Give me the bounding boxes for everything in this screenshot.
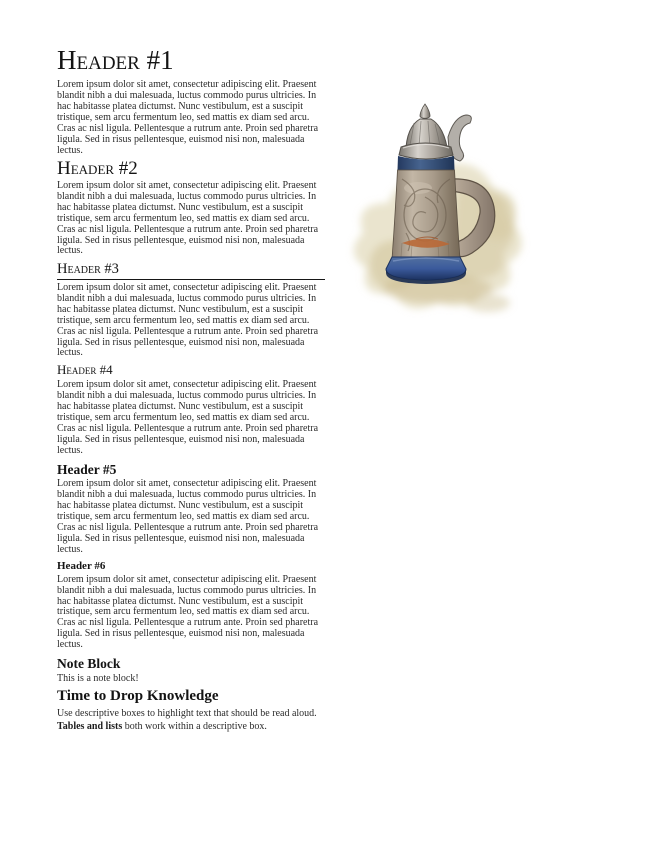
- heading-h6: Header #6: [57, 559, 106, 572]
- stein-body: [392, 170, 460, 259]
- paragraph: Lorem ipsum dolor sit amet, consectetur adipiscing elit. Praesent blandit nibh a dui malesuada, luctus commodo purus ultricies. In hac habitasse platea dictumst. Nunc vestibulum, est a suscipit tristique, sem arcu fermentum leo, sed mattis ex diam sed arcu. Cras ac nisl ligula. Pellentesque a rutrum ante. Proin sed pharetra ligula. Sed in risus pellentesque, euismod nisi non, malesuada lectus.: [57, 180, 319, 257]
- stein-watercolor-illustration: [338, 93, 540, 319]
- heading-h2: Header #2: [57, 157, 138, 179]
- paragraph: [57, 722, 325, 733]
- stein-svg: [338, 93, 540, 319]
- stein-base: [386, 257, 466, 284]
- paragraph: Lorem ipsum dolor sit amet, consectetur adipiscing elit. Praesent blandit nibh a dui malesuada, luctus commodo purus ultricies. In hac habitasse platea dictumst. Nunc vestibulum, est a suscipit tristique, sem arcu fermentum leo, sed mattis ex diam sed arcu. Cras ac nisl ligula. Pellentesque a rutrum ante. Proin sed pharetra ligula. Sed in risus pellentesque, euismod nisi non, malesuada lectus.: [57, 379, 319, 456]
- paragraph: Lorem ipsum dolor sit amet, consectetur adipiscing elit. Praesent blandit nibh a dui malesuada, luctus commodo purus ultricies. In hac habitasse platea dictumst. Nunc vestibulum, est a suscipit tristique, sem arcu fermentum leo, sed mattis ex diam sed arcu. Cras ac nisl ligula. Pellentesque a rutrum ante. Proin sed pharetra ligula. Sed in risus pellentesque, euismod nisi non, malesuada lectus.: [57, 282, 319, 359]
- heading-h5: Note Block: [57, 656, 121, 672]
- stein-lid: [399, 104, 453, 159]
- text-column: [57, 46, 325, 735]
- paragraph: This is a note block!: [57, 672, 139, 684]
- paragraph: Lorem ipsum dolor sit amet, consectetur adipiscing elit. Praesent blandit nibh a dui malesuada, luctus commodo purus ultricies. In hac habitasse platea dictumst. Nunc vestibulum, est a suscipit tristique, sem arcu fermentum leo, sed mattis ex diam sed arcu. Cras ac nisl ligula. Pellentesque a rutrum ante. Proin sed pharetra ligula. Sed in risus pellentesque, euismod nisi non, malesuada lectus.: [57, 478, 319, 555]
- heading-h1: Header #1: [57, 45, 174, 75]
- bold-lead: Tables and lists: [57, 720, 123, 732]
- heading-h3: Header #3: [57, 261, 325, 280]
- paragraph: Lorem ipsum dolor sit amet, consectetur adipiscing elit. Praesent blandit nibh a dui malesuada, luctus commodo purus ultricies. In hac habitasse platea dictumst. Nunc vestibulum, est a suscipit tristique, sem arcu fermentum leo, sed mattis ex diam sed arcu. Cras ac nisl ligula. Pellentesque a rutrum ante. Proin sed pharetra ligula. Sed in risus pellentesque, euismod nisi non, malesuada lectus.: [57, 79, 319, 156]
- heading-h5: Header #5: [57, 461, 117, 477]
- heading-h5b: Time to Drop Knowledge: [57, 688, 219, 705]
- paragraph: Use descriptive boxes to highlight text that should be read aloud.: [57, 707, 317, 719]
- paragraph: Lorem ipsum dolor sit amet, consectetur adipiscing elit. Praesent blandit nibh a dui malesuada, luctus commodo purus ultricies. In hac habitasse platea dictumst. Nunc vestibulum, est a suscipit tristique, sem arcu fermentum leo, sed mattis ex diam sed arcu. Cras ac nisl ligula. Pellentesque a rutrum ante. Proin sed pharetra ligula. Sed in risus pellentesque, euismod nisi non, malesuada lectus.: [57, 573, 319, 651]
- paragraph-text: both work within a descriptive box.: [122, 720, 267, 732]
- heading-h4: Header #4: [57, 362, 113, 378]
